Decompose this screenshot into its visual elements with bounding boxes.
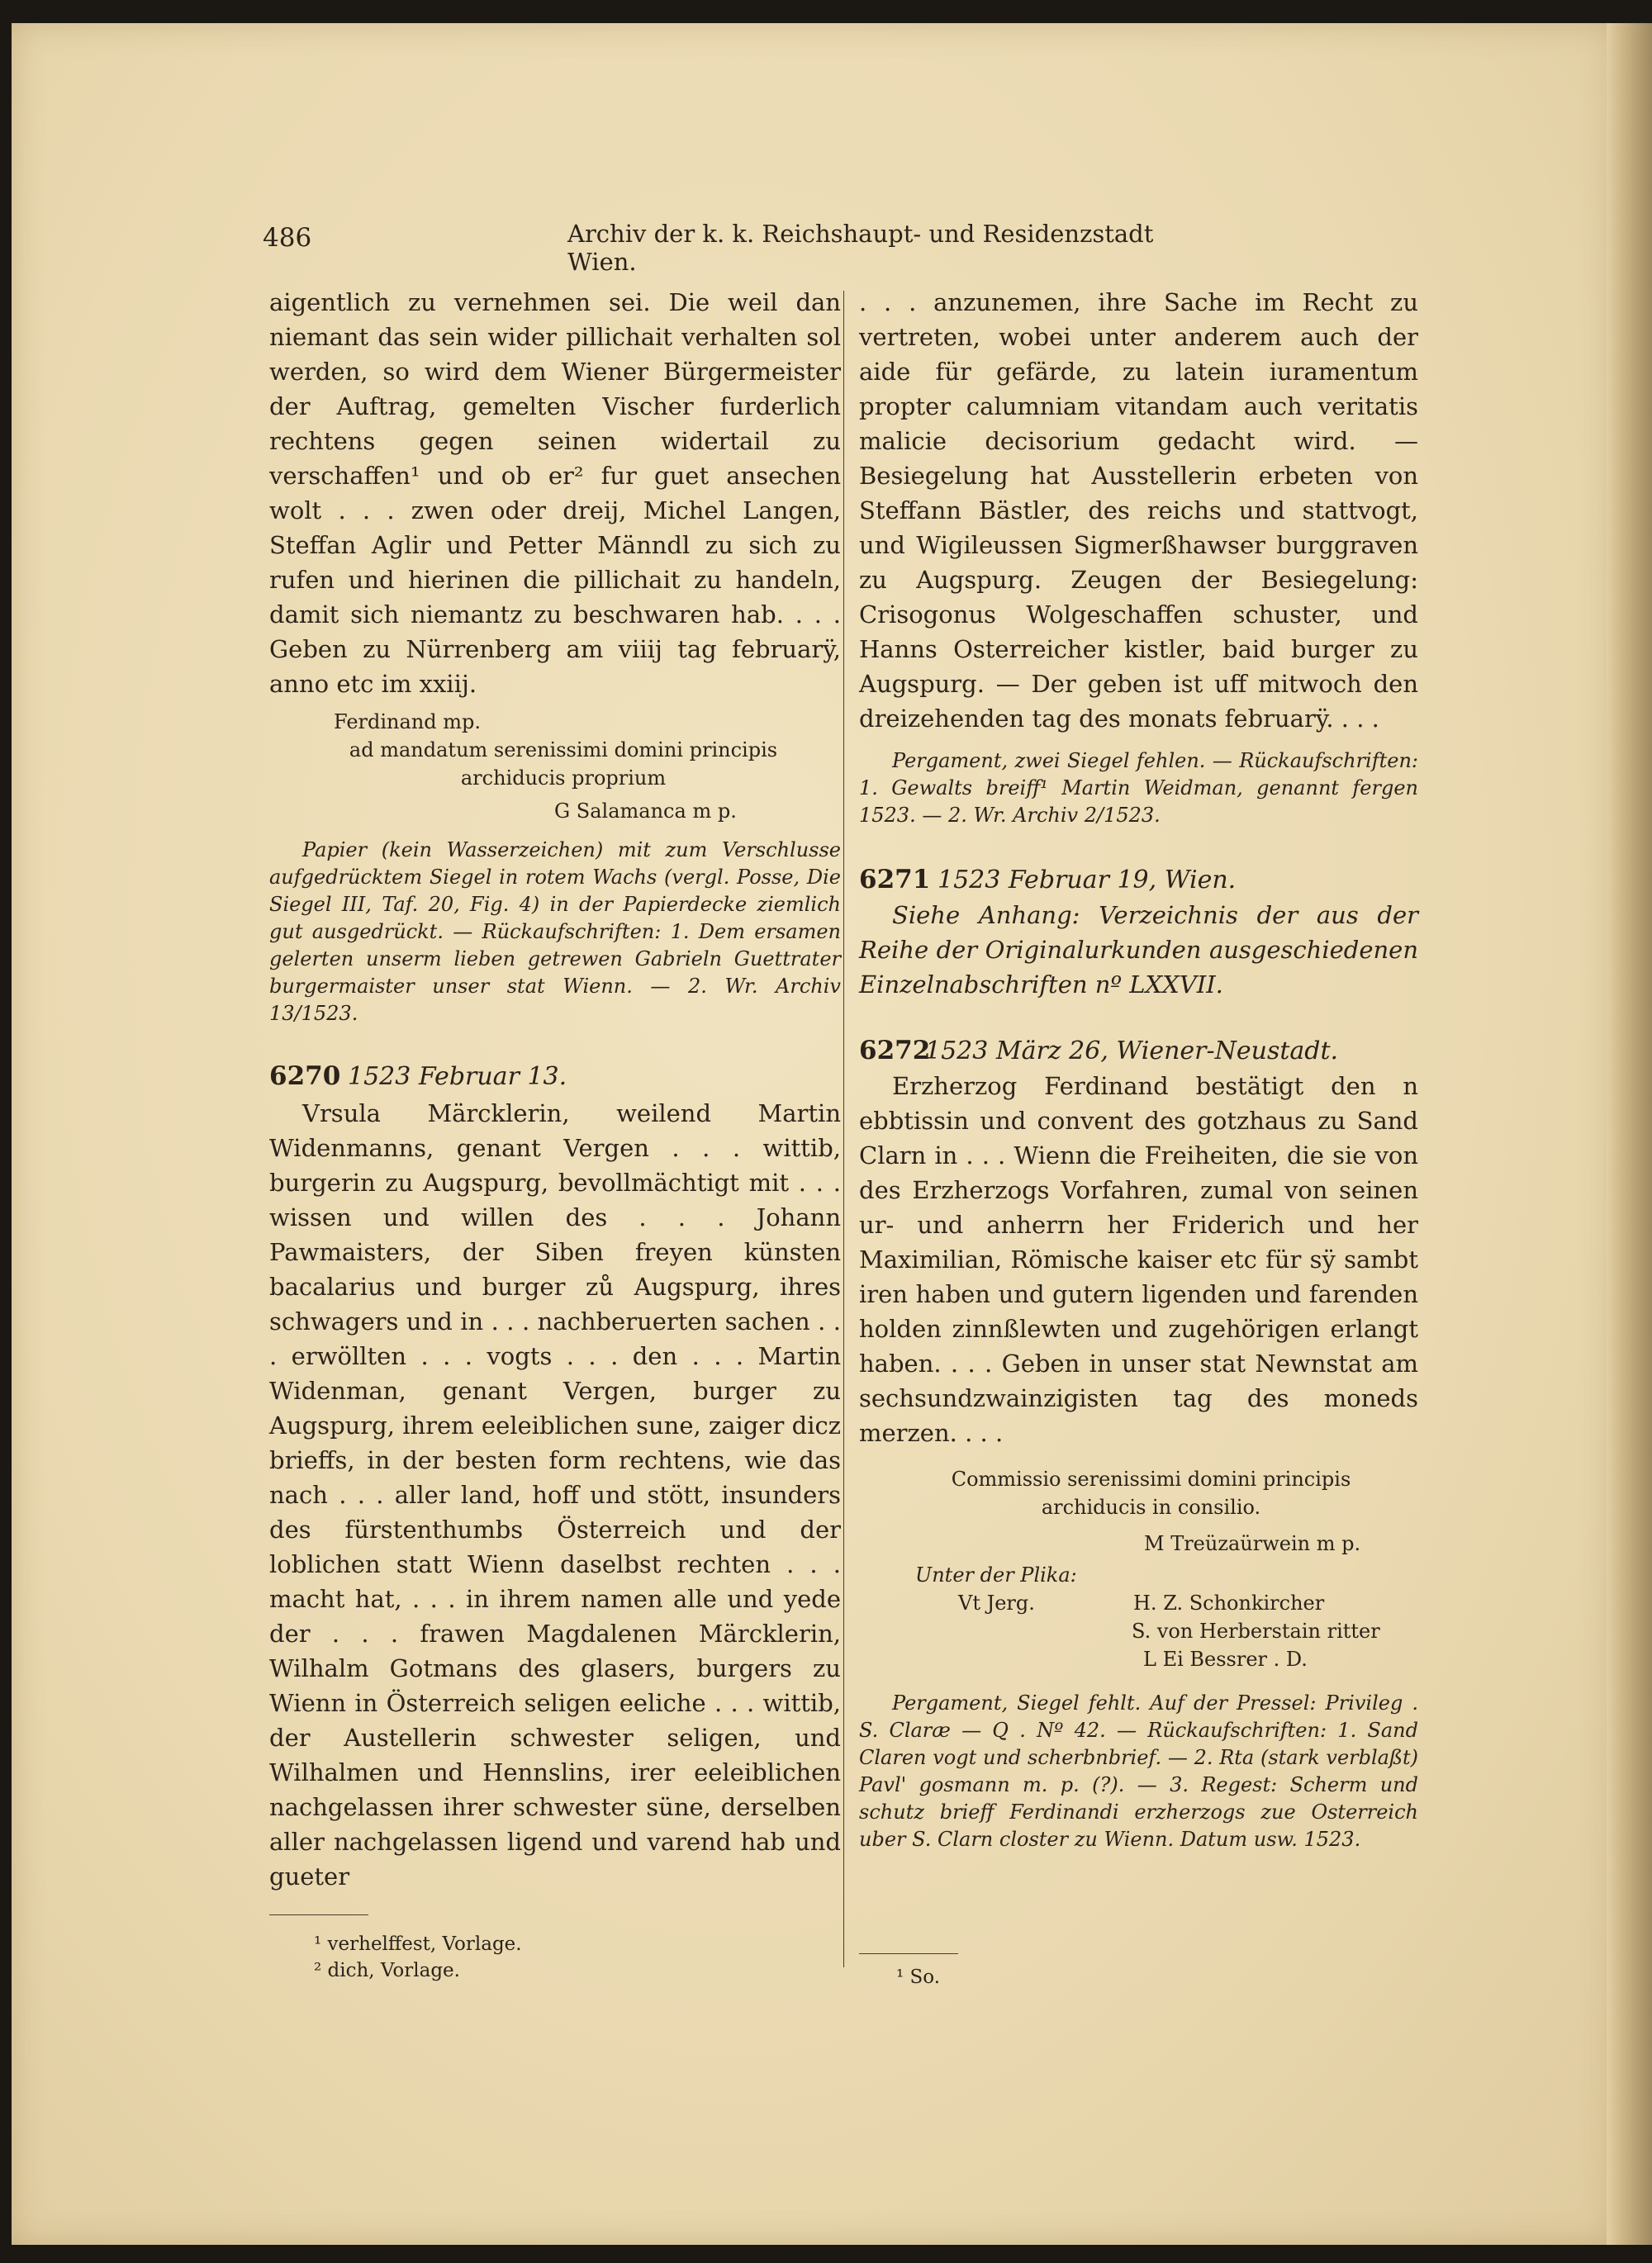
entry-6270-heading xyxy=(269,1059,841,1094)
signature-salamanca: G Salamanca m p. xyxy=(554,799,737,823)
left-footnotes xyxy=(314,1931,522,1984)
left-column xyxy=(269,285,841,1894)
plika-value: Vt Jerg. xyxy=(958,1592,1035,1615)
footnote-1: ¹ verhelffest, Vorlage. xyxy=(314,1933,522,1955)
left-archival-note: Papier (kein Wasserzeichen) mit zum Verschlusse aufgedrücktem Siegel in rotem Wachs (vergl. Posse, Die Siegel III, Taf. 20, Fig. 4) in der Papierdecke ziemlich gut ausgedrückt. — Rückaufschriften: 1. Dem ersamen gelerten unserm lieben getrewen Gabrieln Guettrater burgermaister unser stat Wienn. — 2. Wr. Archiv 13/1523. xyxy=(269,838,841,1025)
signature-ferdinand: Ferdinand mp. xyxy=(334,710,482,733)
signature-herberstain: S. von Herberstain ritter xyxy=(1132,1620,1380,1643)
entry-6272-heading xyxy=(859,1033,1418,1069)
entry-6270-text: Vrsula Märcklerin, weilend Martin Widenmanns, genant Vergen . . . wittib, burgerin zu Augspurg, bevollmächtigt mit . . . wissen und willen des . . . Johann Pawmaisters, der Siben freyen künsten bacalarius und burger zů Augspurg, ihres schwagers und in . . . nachberuerten sachen . . . erwöllten . . . vogts . . . den . . . Martin Widenman, genant Vergen, burger zu Augspurg, ihrem eeleiblichen sune, zaiger dicz brieffs, in der besten form rechtens, wie das nach . . . aller land, hoff und stött, insunders des fürstenthumbs Österreich und der loblichen statt Wienn daselbst rechten . . . macht hat, . . . in ihrem namen alle und yede der . . . frawen Magdalenen Märcklerin, Wilhalm Gotmans des glasers, burgers zu Wienn in Österreich seligen eeliche . . . wittib, der Austellerin schwester seligen, und Wilhalmen und Hennslins, irer eeleiblichen nachgelassen ihrer schwester süne, derselben aller nachgelassen ligend und varend hab und gueter xyxy=(269,1099,841,1891)
entry-number: 6270 xyxy=(269,1061,341,1091)
right-column xyxy=(859,285,1418,1853)
footnote-1: ¹ So. xyxy=(896,1966,941,1988)
right-footnotes xyxy=(896,1964,940,1990)
commissio-line: Commissio serenissimi domini principis archiducis in consilio. xyxy=(951,1468,1351,1519)
entry-6271-heading xyxy=(859,862,1418,898)
signature-bessrer: L Ei Bessrer . D. xyxy=(1143,1648,1308,1671)
left-main-text: aigentlich zu vernehmen sei. Die weil dan niemant das sein wider pillichait verhalten sol werden, so wird dem Wiener Bürgermeister der Auftrag, gemelten Vischer furderlich rechtens gegen seinen widertail zu verschaffen¹ und ob er² fur guet ansechen wolt . . . zwen oder dreij, Michel Langen, Steffan Aglir und Petter Männdl zu sich zu rufen und hierinen die pillichait zu handeln, damit sich niemantz zu beschwaren hab. . . . Geben zu Nürrenberg am viiij tag februarÿ, anno etc im xxiij. xyxy=(269,288,841,698)
plika-block xyxy=(859,1561,1418,1673)
footnote-2: ² dich, Vorlage. xyxy=(314,1960,460,1981)
plika-signatures xyxy=(1132,1561,1380,1673)
signature-treuzaurwein: M Treüzaürwein m p. xyxy=(1144,1532,1361,1555)
entry-number: 6271 xyxy=(859,865,931,894)
plika-label: Unter der Plika: xyxy=(915,1563,1077,1587)
running-header xyxy=(258,216,1175,276)
signature-schonkircher: H. Z. Schonkircher xyxy=(1133,1592,1325,1615)
entry-date: 1523 März 26, Wiener-Neustadt. xyxy=(925,1037,1339,1065)
page-number: 486 xyxy=(263,223,312,253)
right-main-text: . . . anzunemen, ihre Sache im Recht zu vertreten, wobei unter anderem auch der aide für gefärde, zu latein iuramentum propter calumniam vitandam auch veritatis malicie decisorium gedacht wird. — Besiegelung hat Ausstellerin erbeten von Steffann Bästler, des reichs und stattvogt, und Wigileussen Sigmerßhawser burggraven zu Augspurg. Zeugen der Besiegelung: Crisogonus Wolgeschaffen schuster, und Hanns Osterreicher kistler, baid burger zu Augspurg. — Der geben ist uff mitwoch den dreizehenden tag des monats februarÿ. . . . xyxy=(859,288,1418,733)
entry-6272-text: Erzherzog Ferdinand bestätigt den n ebbtissin und convent des gotzhaus zu Sand Clarn in . . . Wienn die Freiheiten, die sie von des Erzherzogs Vorfahren, zumal von seinen ur- und anherrn her Friderich und her Maximilian, Römische kaiser etc für sÿ sambt iren haben und gutern ligenden und farenden holden zinnßlewten und zugehörigen erlangt haben. . . . Geben in unser stat Newnstat am sechsundzwainzigisten tag des moneds merzen. . . . xyxy=(859,1072,1418,1447)
plika-left xyxy=(859,1561,1132,1673)
running-title: Archiv der k. k. Reichshaupt- und Residenzstadt Wien. xyxy=(567,220,1154,276)
entry-date: 1523 Februar 19, Wien. xyxy=(938,866,1237,894)
right-archival-note: Pergament, zwei Siegel fehlen. — Rückaufschriften: 1. Gewalts breiff¹ Martin Weidman, genannt fergen 1523. — 2. Wr. Archiv 2/1523. xyxy=(859,749,1418,827)
entry-date: 1523 Februar 13. xyxy=(348,1062,567,1091)
column-divider xyxy=(843,291,844,1967)
right-footnote-separator xyxy=(859,1953,958,1954)
book-binding-edge xyxy=(1607,23,1652,2245)
left-footnote-separator xyxy=(269,1914,368,1915)
entry-number: 6272 xyxy=(859,1036,931,1065)
entry-6271-text: Siehe Anhang: Verzeichnis der aus der Reihe der Originalurkunden ausgeschiedenen Einzelnabschriften nº LXXVII. xyxy=(859,901,1418,999)
entry-6272-archival-note: Pergament, Siegel fehlt. Auf der Pressel: Privileg . S. Claræ — Q . Nº 42. — Rückaufschriften: 1. Sand Claren vogt und scherbnbrief. — 2. Rta (stark verblaßt) Pavl' gosmann m. p. (?). — 3. Regest: Scherm und schutz brieff Ferdinandi erzherzogs zue Osterreich uber S. Clarn closter zu Wienn. Datum usw. 1523. xyxy=(859,1691,1418,1851)
signature-mandatum: ad mandatum serenissimi domini principis archiducis proprium xyxy=(349,738,778,790)
